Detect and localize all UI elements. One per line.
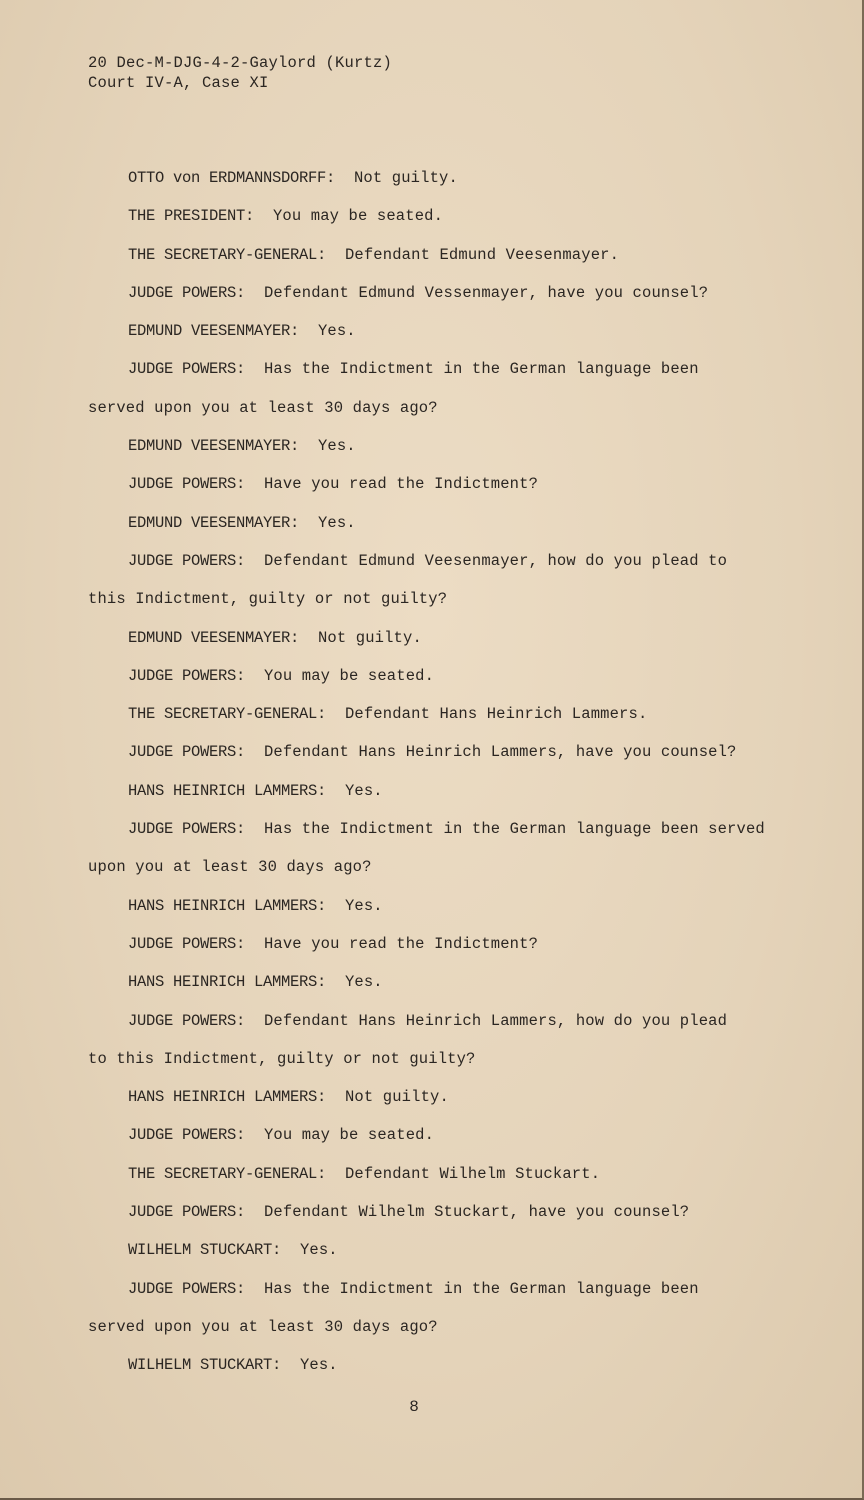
spoken-text: Yes. [299,1356,338,1375]
spoken-text: Defendant Hans Heinrich Lammers. [344,705,648,724]
spoken-text: You may be seated. [263,666,435,685]
transcript-line [88,1085,808,1123]
speaker-name: JUDGE POWERS: [128,743,246,762]
spoken-text: Have you read the Indictment? [263,475,539,494]
transcript-line [88,587,808,625]
transcript-line [88,970,808,1008]
speaker-name: JUDGE POWERS: [128,1203,246,1222]
transcript-line [88,204,808,242]
speaker-name: JUDGE POWERS: [128,1011,246,1030]
document-header [88,53,392,93]
speaker-name: JUDGE POWERS: [128,360,246,379]
spoken-text: Defendant Hans Heinrich Lammers, have you counsel? [263,743,737,762]
speaker-name: HANS HEINRICH LAMMERS: [128,973,327,992]
speaker-name: JUDGE POWERS: [128,1279,246,1298]
spoken-text: to this Indictment, guilty or not guilty? [88,1049,476,1068]
transcript-line [88,357,808,395]
transcript-line [88,1353,808,1391]
speaker-name: THE PRESIDENT: [128,207,255,226]
speaker-name: HANS HEINRICH LAMMERS: [128,1088,327,1107]
transcript-line [88,932,808,970]
spoken-text: Yes. [317,513,356,532]
speaker-name: HANS HEINRICH LAMMERS: [128,896,327,915]
transcript-line [88,396,808,434]
spoken-text: Yes. [344,781,383,800]
transcript-line [88,166,808,204]
spoken-text: Yes. [344,973,383,992]
spoken-text: served upon you at least 30 days ago? [88,1317,438,1336]
transcript-line [88,1277,808,1315]
speaker-name: EDMUND VEESENMAYER: [128,322,300,341]
speaker-name: THE SECRETARY-GENERAL: [128,1164,327,1183]
speaker-name: EDMUND VEESENMAYER: [128,628,300,647]
transcript-line [88,817,808,855]
speaker-name: JUDGE POWERS: [128,934,246,953]
speaker-name: JUDGE POWERS: [128,475,246,494]
transcript-line [88,1238,808,1276]
speaker-name: WILHELM STUCKART: [128,1241,282,1260]
spoken-text: You may be seated. [263,1126,435,1145]
transcript-line [88,626,808,664]
header-reference-line: 20 Dec-M-DJG-4-2-Gaylord (Kurtz) [88,54,393,72]
transcript-line [88,1200,808,1238]
spoken-text: Not guilty. [353,169,458,187]
transcript-line [88,1315,808,1353]
spoken-text: Yes. [299,1241,338,1260]
speaker-name: JUDGE POWERS: [128,820,246,839]
transcript-line [88,1047,808,1085]
transcript-line [88,511,808,549]
spoken-text: Have you read the Indictment? [263,934,539,953]
spoken-text: Defendant Wilhelm Stuckart, have you counsel? [263,1203,690,1222]
speaker-name: HANS HEINRICH LAMMERS: [128,781,327,800]
transcript-line [88,855,808,893]
spoken-text: You may be seated. [272,207,444,226]
speaker-name: THE SECRETARY-GENERAL: [128,705,327,724]
spoken-text: Has the Indictment in the German language been [263,1279,699,1298]
transcript-line [88,894,808,932]
speaker-name: EDMUND VEESENMAYER: [128,513,300,532]
spoken-text: Yes. [344,896,383,915]
speaker-name: WILHELM STUCKART: [128,1356,282,1375]
speaker-name: JUDGE POWERS: [128,666,246,685]
spoken-text: Defendant Wilhelm Stuckart. [344,1164,601,1183]
spoken-text: Defendant Edmund Veesenmayer, how do you plead to [263,551,728,570]
speaker-name: JUDGE POWERS: [128,1126,246,1145]
spoken-text: upon you at least 30 days ago? [88,858,372,877]
transcript-line [88,664,808,702]
spoken-text: Not guilty. [344,1088,449,1107]
speaker-name: OTTO von ERDMANNSDORFF: [128,169,336,187]
spoken-text: Defendant Edmund Vessenmayer, have you counsel? [263,283,709,302]
speaker-name: JUDGE POWERS: [128,283,246,302]
header-court-line: Court IV-A, Case XI [88,74,269,92]
speaker-name: THE SECRETARY-GENERAL: [128,245,327,264]
transcript-line [88,319,808,357]
transcript-line [88,740,808,778]
transcript-line [88,243,808,281]
spoken-text: Defendant Edmund Veesenmayer. [344,245,620,264]
spoken-text: Yes. [317,437,356,456]
page-number: 8 [409,1398,419,1416]
spoken-text: this Indictment, guilty or not guilty? [88,590,448,609]
speaker-name: EDMUND VEESENMAYER: [128,437,300,456]
spoken-text: Yes. [317,322,356,341]
spoken-text: Has the Indictment in the German language been served [263,820,765,839]
transcript-body [88,166,808,1392]
transcript-line [88,549,808,587]
spoken-text: Not guilty. [317,628,422,647]
spoken-text: served upon you at least 30 days ago? [88,398,438,417]
speaker-name: JUDGE POWERS: [128,551,246,570]
transcript-line [88,702,808,740]
transcript-line [88,1009,808,1047]
transcript-line [88,1162,808,1200]
transcript-line [88,281,808,319]
transcript-line [88,434,808,472]
transcript-line [88,779,808,817]
transcript-line [88,1123,808,1161]
spoken-text: Has the Indictment in the German language been [263,360,699,379]
transcript-line [88,472,808,510]
spoken-text: Defendant Hans Heinrich Lammers, how do you plead [263,1011,728,1030]
